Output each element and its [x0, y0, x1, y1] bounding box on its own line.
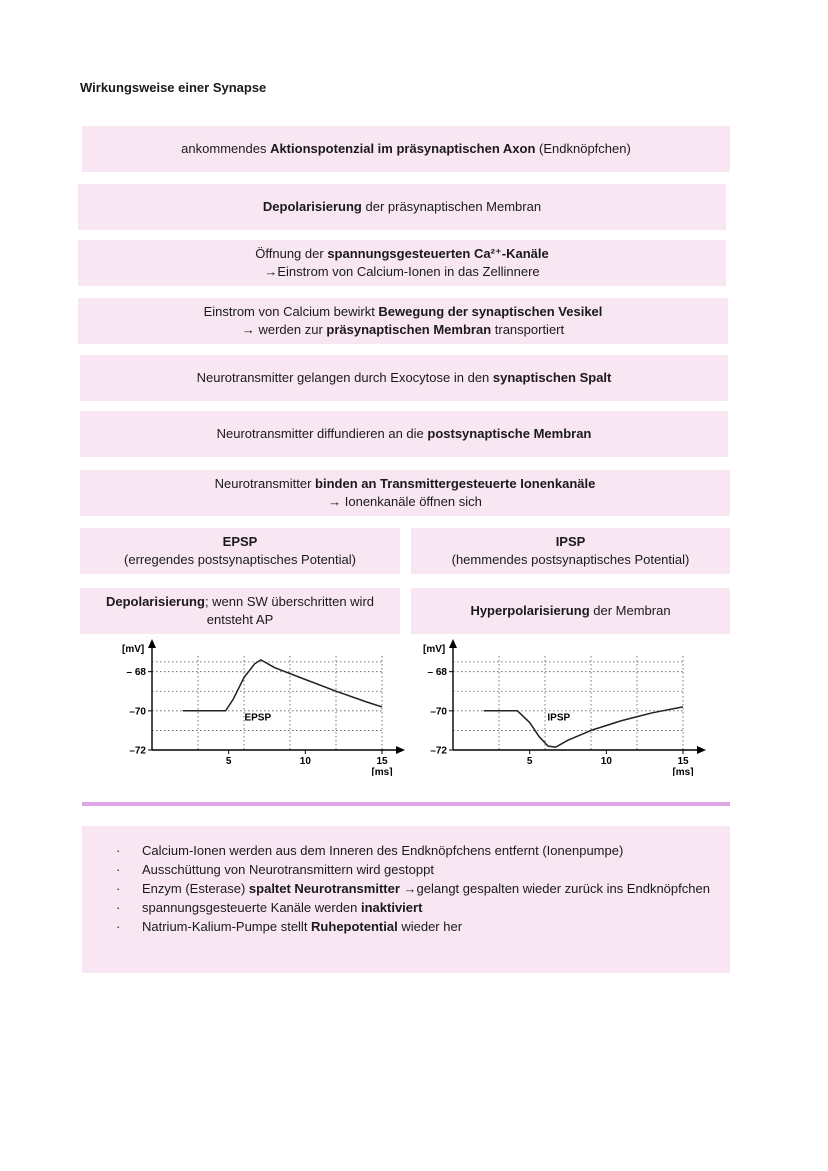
- x-axis-arrow-icon: [697, 746, 706, 754]
- bold-text: Bewegung der synaptischen Vesikel: [378, 304, 603, 319]
- series-line: [484, 707, 683, 747]
- text-line: [181, 140, 631, 158]
- bullet-icon: ·: [116, 862, 121, 877]
- summary-item: [116, 917, 730, 936]
- y-tick-label: – 68: [427, 667, 447, 679]
- x-tick-label: 5: [225, 756, 232, 767]
- x-tick-label: 15: [376, 756, 388, 767]
- text-line: [217, 425, 592, 443]
- bold-text: inaktiviert: [361, 900, 423, 915]
- bold-text: Depolarisierung: [105, 594, 205, 609]
- summary-item: [116, 898, 730, 917]
- step-box: [78, 240, 726, 286]
- bullet-icon: ·: [116, 900, 121, 915]
- epsp-description-box: [80, 588, 400, 634]
- bold-text: Hyperpolarisierung: [470, 603, 590, 618]
- text: Neurotransmitter diffundieren an die: [216, 426, 428, 441]
- text-line: [215, 475, 596, 493]
- summary-box: [82, 826, 730, 973]
- text: →Einstrom von Calcium-Ionen in das Zellinnere: [264, 264, 540, 279]
- ipsp-heading-box: [411, 528, 730, 574]
- bullet-icon: ·: [116, 881, 121, 896]
- y-axis-arrow-icon: [148, 639, 156, 648]
- x-tick-label: 5: [526, 756, 533, 767]
- text: →gelangt gespalten wieder zurück ins Endknöpfchen: [399, 881, 710, 896]
- curve-label: IPSP: [547, 712, 571, 724]
- y-tick-label: –72: [129, 745, 146, 757]
- curve-label: EPSP: [244, 712, 272, 724]
- epsp-subheading: (erregendes postsynaptisches Potential): [124, 552, 356, 567]
- section-divider: [82, 802, 730, 806]
- text: Neurotransmitter: [214, 476, 316, 491]
- bold-text: synaptischen Spalt: [492, 370, 612, 385]
- text-line: [106, 593, 374, 611]
- x-tick-label: 10: [600, 756, 612, 767]
- y-axis-label: [mV]: [122, 644, 145, 655]
- epsp-heading-box: [80, 528, 400, 574]
- summary-item: [116, 841, 730, 860]
- text-line: [204, 303, 603, 321]
- text: ankommendes: [181, 141, 271, 156]
- text: ; wenn SW überschritten wird: [204, 594, 375, 609]
- series-line: [183, 660, 382, 711]
- bold-text: postsynaptische Membran: [427, 426, 592, 441]
- text-line: [470, 602, 670, 620]
- bullet-icon: ·: [116, 919, 121, 934]
- text: Enzym (Esterase): [142, 881, 249, 896]
- bold-text: spannungsgesteuerten Ca²⁺-Kanäle: [327, 246, 549, 261]
- y-axis-arrow-icon: [449, 639, 457, 648]
- y-axis-label: [mV]: [423, 644, 446, 655]
- text-line: [328, 493, 482, 511]
- text: der präsynaptischen Membran: [361, 199, 542, 214]
- summary-item: [116, 879, 730, 898]
- bold-text: Depolarisierung: [262, 199, 362, 214]
- text-line: [255, 245, 548, 263]
- step-box: [78, 184, 726, 230]
- y-tick-label: –70: [430, 706, 447, 718]
- text-line: [197, 369, 612, 387]
- text-line: [242, 321, 564, 339]
- text: (Endknöpfchen): [535, 141, 631, 156]
- bold-text: Aktionspotenzial im präsynaptischen Axon: [270, 141, 536, 156]
- step-box: [82, 126, 730, 172]
- bold-text: präsynaptischen Membran: [326, 322, 492, 337]
- text: der Membran: [589, 603, 671, 618]
- text-line: [207, 611, 274, 629]
- text: Neurotransmitter gelangen durch Exocytose in den: [196, 370, 493, 385]
- summary-item: [116, 860, 730, 879]
- text: transportiert: [491, 322, 565, 337]
- step-box: [78, 298, 728, 344]
- x-tick-label: 10: [299, 756, 311, 767]
- y-tick-label: –72: [430, 745, 447, 757]
- page-title: Wirkungsweise einer Synapse: [80, 80, 267, 95]
- ipsp-description-box: [411, 588, 730, 634]
- text-line: [263, 198, 541, 216]
- x-axis-label: [ms]: [672, 767, 694, 776]
- bold-text: spaltet Neurotransmitter: [248, 881, 400, 896]
- text: Einstrom von Calcium bewirkt: [203, 304, 379, 319]
- text: Calcium-Ionen werden aus dem Inneren des Endknöpfchens entfernt (Ionenpumpe): [142, 843, 624, 858]
- summary-list: [116, 841, 730, 936]
- y-tick-label: – 68: [126, 667, 146, 679]
- text: → Ionenkanäle öffnen sich: [328, 494, 482, 509]
- text: → werden zur: [241, 322, 327, 337]
- text-line: [264, 263, 539, 281]
- ipsp-chart: [413, 636, 713, 776]
- text: wieder her: [397, 919, 463, 934]
- x-axis-label: [ms]: [371, 767, 393, 776]
- text: Öffnung der: [255, 246, 328, 261]
- x-axis-arrow-icon: [396, 746, 405, 754]
- ipsp-subheading: (hemmendes postsynaptisches Potential): [451, 552, 690, 567]
- epsp-heading: EPSP: [222, 534, 258, 549]
- text: spannungsgesteuerte Kanäle werden: [142, 900, 361, 915]
- bullet-icon: ·: [116, 843, 121, 858]
- text: entsteht AP: [206, 612, 274, 627]
- bold-text: Ruhepotential: [311, 919, 398, 934]
- bold-text: binden an Transmittergesteuerte Ionenkanäle: [315, 476, 596, 491]
- step-box: [80, 411, 728, 457]
- step-box: [80, 355, 728, 401]
- epsp-chart: [112, 636, 412, 776]
- x-tick-label: 15: [677, 756, 689, 767]
- step-box: [80, 470, 730, 516]
- ipsp-heading: IPSP: [555, 534, 586, 549]
- text: Ausschüttung von Neurotransmittern wird gestoppt: [142, 862, 434, 877]
- y-tick-label: –70: [129, 706, 146, 718]
- text: Natrium-Kalium-Pumpe stellt: [142, 919, 312, 934]
